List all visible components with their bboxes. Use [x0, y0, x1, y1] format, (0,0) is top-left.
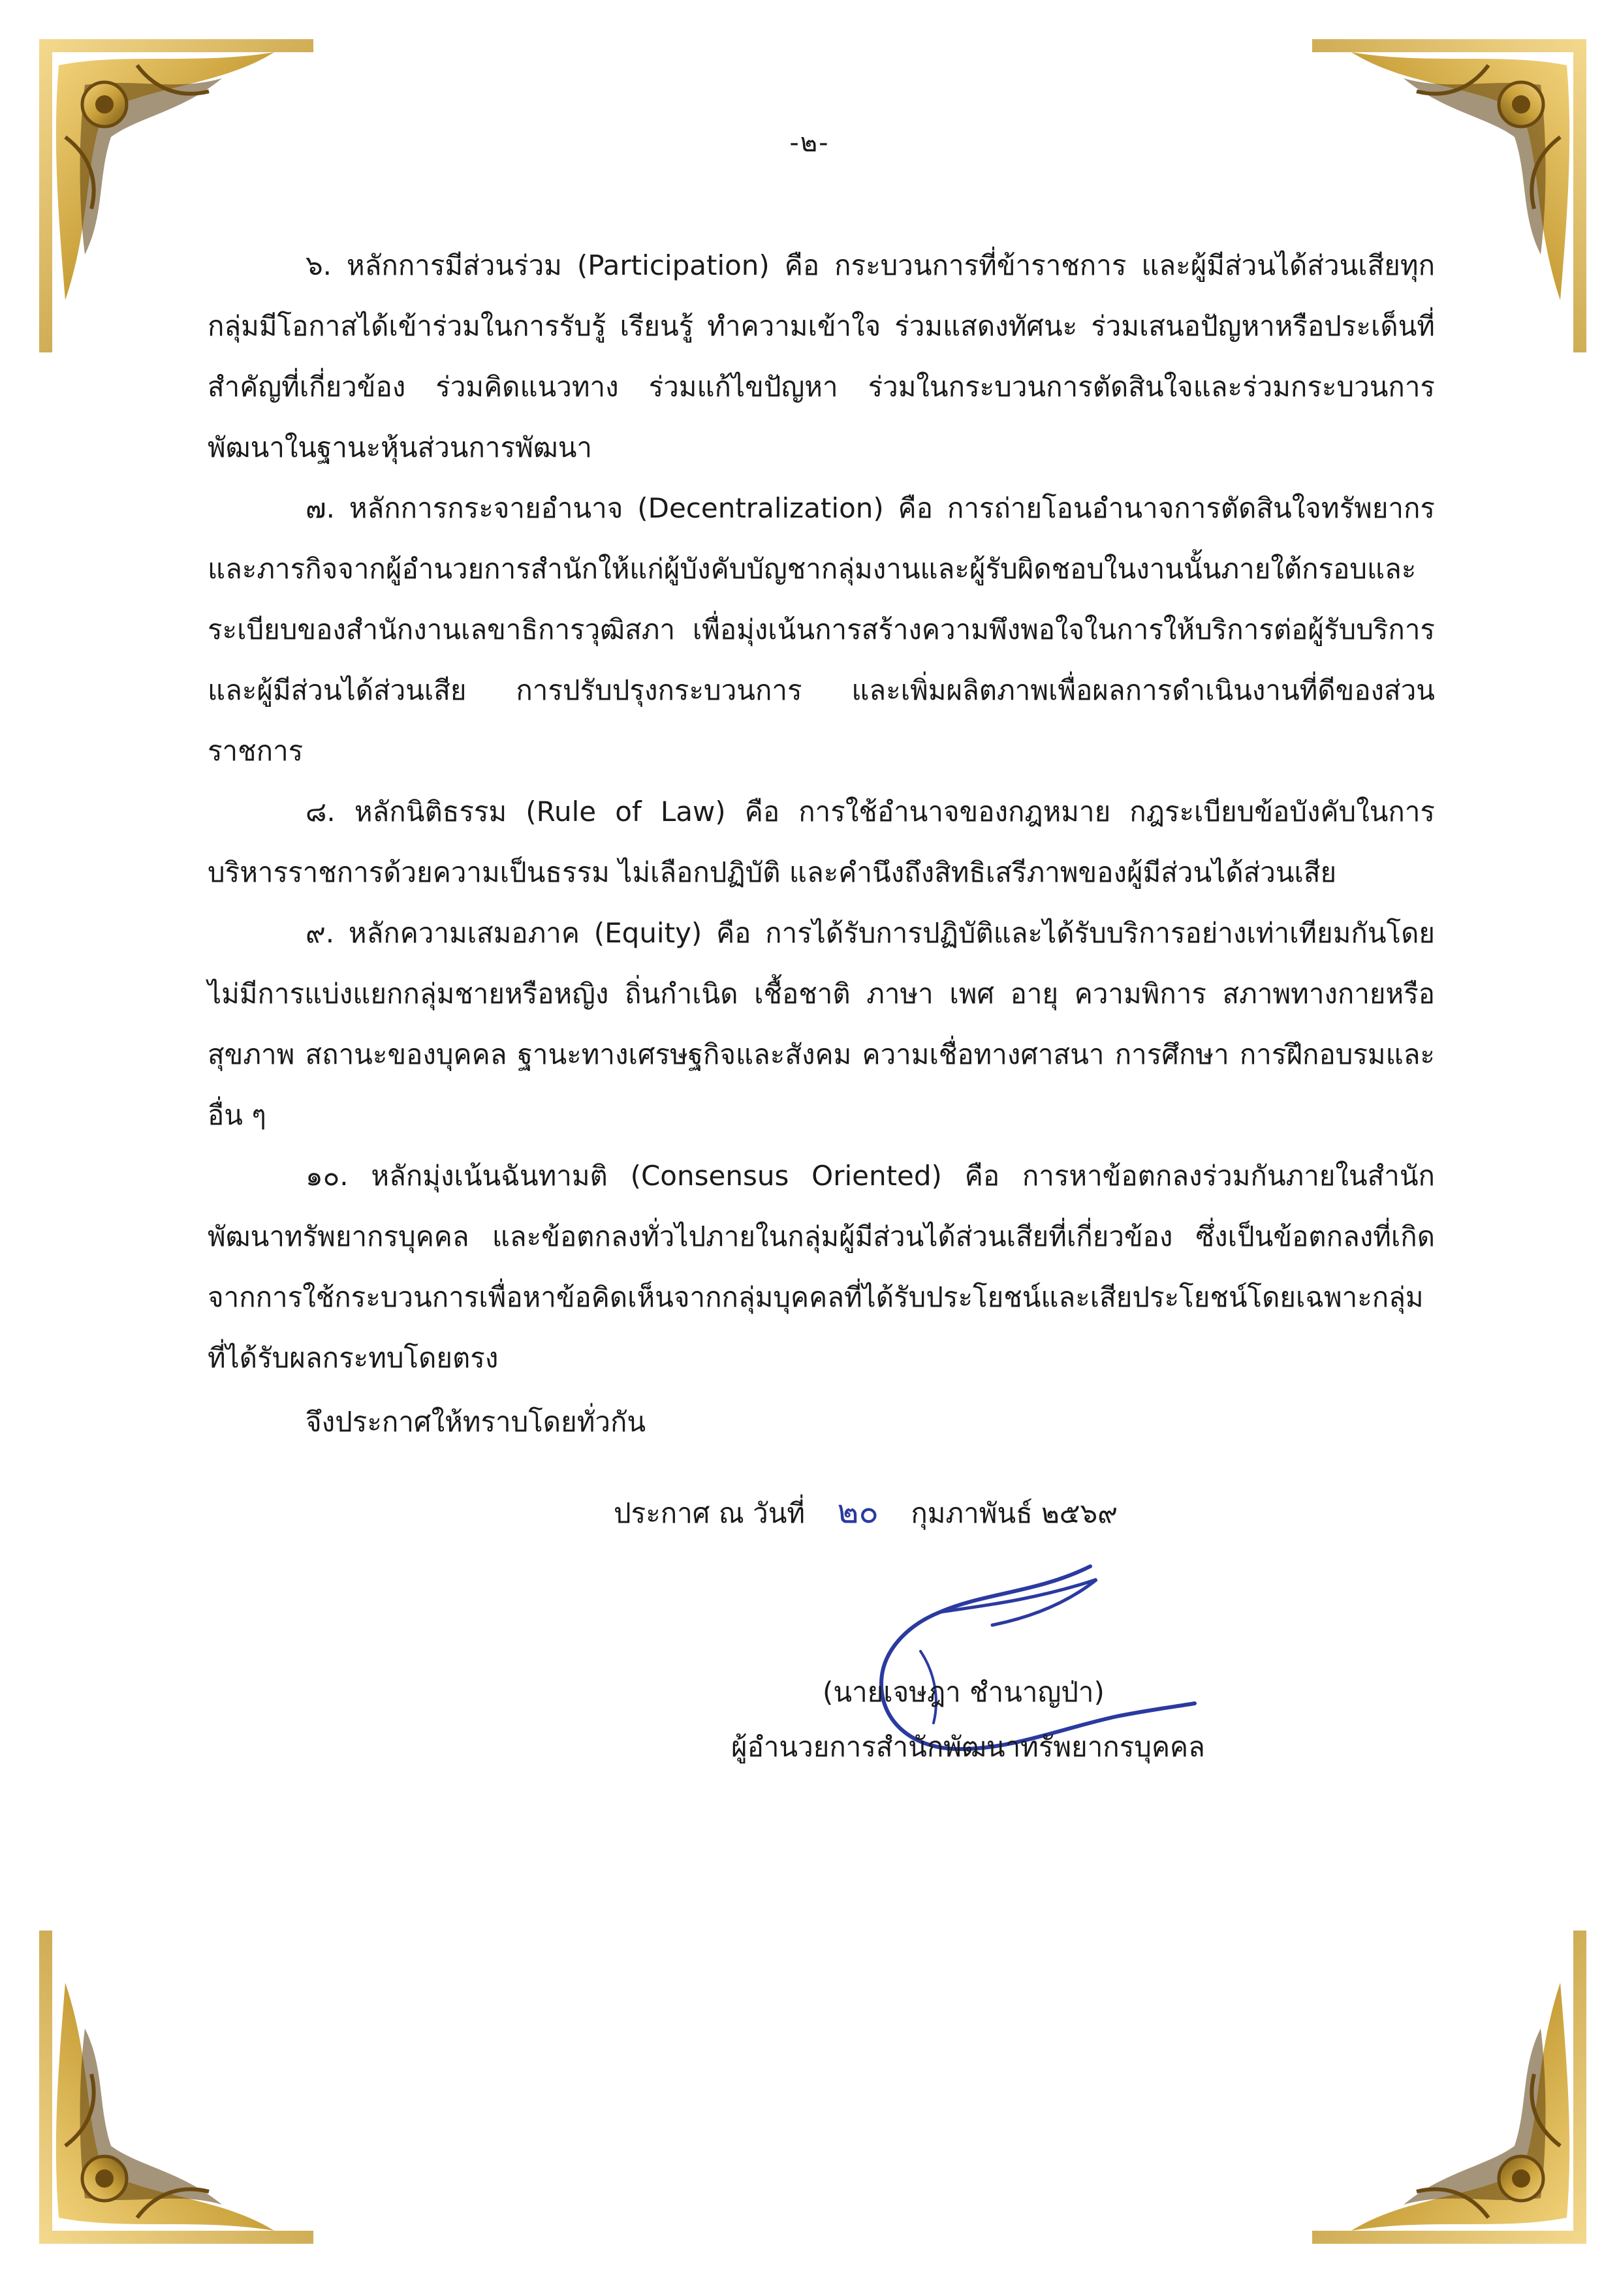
document-body	[208, 235, 1435, 1388]
signer-name: (นายเจษฎา ชำนาญป่า)	[823, 1676, 1105, 1708]
closing-statement: จึงประกาศให้ทราบโดยทั่วกัน	[306, 1406, 646, 1438]
thai-ornament-icon	[1299, 1917, 1599, 2257]
date-day-handwritten: ๒๐	[837, 1493, 879, 1530]
paragraph-consensus-oriented: ๑๐. หลักมุ่งเน้นฉันทามติ (Consensus Oriented) คือ การหาข้อตกลงร่วมกันภายในสำนักพัฒนาทรัพยากรบุคคล และข้อตกลงทั่วไปภายในกลุ่มผู้มีส่วนได้ส่วนเสียที่เกี่ยวข้อง ซึ่งเป็นข้อตกลงที่เกิดจากการใช้กระบวนการเพื่อหาข้อคิดเห็นจากกลุ่มบุคคลที่ได้รับประโยชน์และเสียประโยชน์โดยเฉพาะกลุ่มที่ได้รับผลกระทบโดยตรง	[208, 1160, 1435, 1374]
corner-ornament-bottom-right	[1299, 1917, 1599, 2257]
page-number: -๒-	[789, 128, 830, 158]
thai-ornament-icon	[26, 1917, 326, 2257]
signer-title: ผู้อำนวยการสำนักพัฒนาทรัพยากรบุคคล	[731, 1731, 1205, 1763]
corner-ornament-bottom-left	[26, 1917, 326, 2257]
date-month-year: กุมภาพันธ์ ๒๕๖๙	[911, 1497, 1118, 1529]
paragraph-participation: ๖. หลักการมีส่วนร่วม (Participation) คือ กระบวนการที่ข้าราชการ และผู้มีส่วนได้ส่วนเสียทุกกลุ่มมีโอกาสได้เข้าร่วมในการรับรู้ เรียนรู้ ทำความเข้าใจ ร่วมแสดงทัศนะ ร่วมเสนอปัญหาหรือประเด็นที่สำคัญที่เกี่ยวข้อง ร่วมคิดแนวทาง ร่วมแก้ไขปัญหา ร่วมในกระบวนการตัดสินใจและร่วมกระบวนการพัฒนาในฐานะหุ้นส่วนการพัฒนา	[208, 249, 1435, 463]
paragraph-equity: ๙. หลักความเสมอภาค (Equity) คือ การได้รับการปฏิบัติและได้รับบริการอย่างเท่าเทียมกันโดยไม่มีการแบ่งแยกกลุ่มชายหรือหญิง ถิ่นกำเนิด เชื้อชาติ ภาษา เพศ อายุ ความพิการ สภาพทางกายหรือสุขภาพ สถานะของบุคคล ฐานะทางเศรษฐกิจและสังคม ความเชื่อทางศาสนา การศึกษา การฝึกอบรมและอื่น ๆ	[208, 917, 1435, 1131]
announcement-date	[614, 1482, 1118, 1544]
date-prefix: ประกาศ ณ วันที่	[614, 1497, 806, 1529]
paragraph-rule-of-law: ๘. หลักนิติธรรม (Rule of Law) คือ การใช้อำนาจของกฎหมาย กฎระเบียบข้อบังคับในการบริหารราชการด้วยความเป็นธรรม ไม่เลือกปฏิบัติ และคำนึงถึงสิทธิเสรีภาพของผู้มีส่วนได้ส่วนเสีย	[208, 796, 1435, 888]
paragraph-decentralization: ๗. หลักการกระจายอำนาจ (Decentralization) คือ การถ่ายโอนอำนาจการตัดสินใจทรัพยากรและภารกิจจากผู้อำนวยการสำนักให้แก่ผู้บังคับบัญชากลุ่มงานและผู้รับผิดชอบในงานนั้นภายใต้กรอบและระเบียบของสำนักงานเลขาธิการวุฒิสภา เพื่อมุ่งเน้นการสร้างความพึงพอใจในการให้บริการต่อผู้รับบริการและผู้มีส่วนได้ส่วนเสีย การปรับปรุงกระบวนการ และเพิ่มผลิตภาพเพื่อผลการดำเนินงานที่ดีของส่วนราชการ	[208, 492, 1435, 767]
